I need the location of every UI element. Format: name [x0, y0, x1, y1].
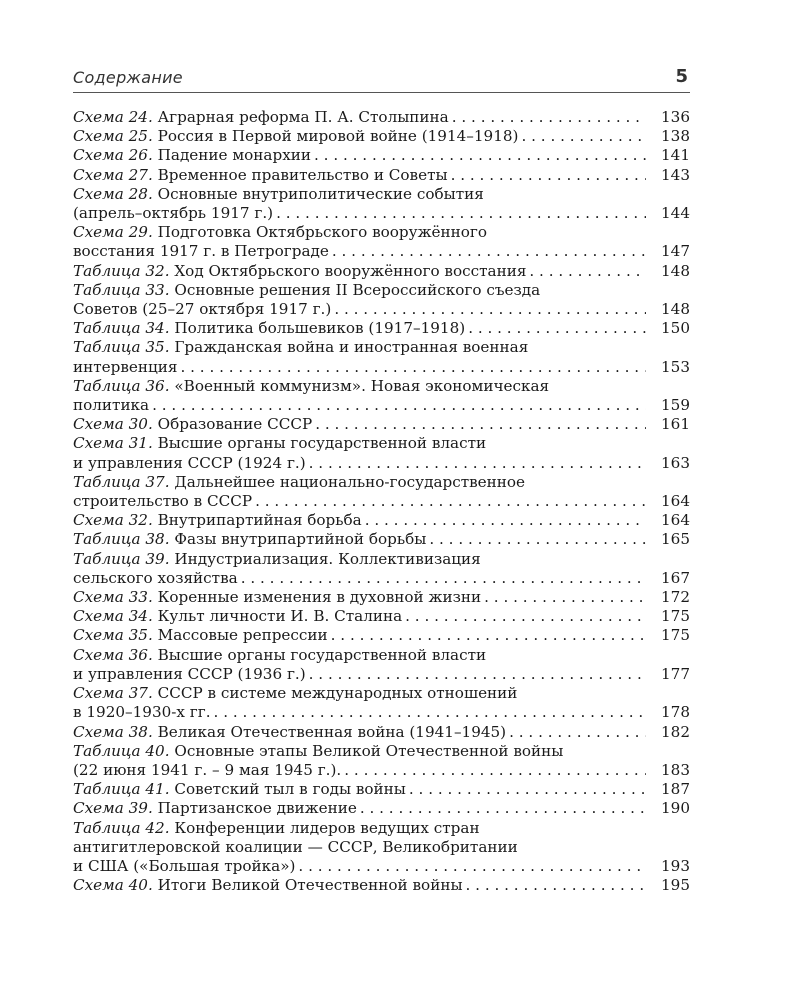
- dot-leader: [252, 492, 646, 511]
- toc-entry-page: 138: [661, 127, 690, 146]
- toc-entry-text: [73, 281, 540, 300]
- toc-entry-body: [73, 876, 646, 895]
- toc-entry-text: [73, 626, 328, 645]
- toc-entry-text: [73, 146, 311, 165]
- toc-entry-text: [73, 454, 306, 473]
- toc-entry-label: Схема 31.: [73, 434, 153, 453]
- toc-entry-title: Советов (25–27 октября 1917 г.): [73, 300, 332, 319]
- toc-entry-line: [73, 665, 646, 684]
- toc-entry-label: Таблица 34.: [73, 319, 170, 338]
- dot-leader: [402, 607, 646, 626]
- toc-entry-page: 148: [661, 261, 690, 280]
- toc-entry-body: [73, 607, 646, 626]
- toc-entry-line: [73, 319, 646, 338]
- toc-entry[interactable]: [73, 281, 690, 319]
- toc-entry-body: [73, 819, 646, 877]
- toc-entry-title: Высшие органы государственной власти: [157, 645, 487, 664]
- toc-entry-label: Схема 30.: [73, 415, 153, 434]
- dot-leader: [362, 511, 646, 530]
- toc-entry-title: и управления СССР (1924 г.): [73, 453, 306, 472]
- toc-entry-text: [73, 338, 528, 357]
- toc-entry-title: Ход Октябрьского вооружённого восстания: [174, 261, 527, 280]
- dot-leader: [526, 262, 646, 281]
- toc-entry[interactable]: [73, 799, 690, 818]
- toc-entry-body: [73, 799, 646, 818]
- toc-entry-line: [73, 819, 646, 838]
- toc-entry-text: [73, 166, 448, 185]
- toc-entry-page: 165: [661, 530, 690, 549]
- toc-entry-page: 161: [661, 415, 690, 434]
- dot-leader: [211, 703, 646, 722]
- dot-leader: [238, 569, 646, 588]
- toc-entry-page: 164: [661, 492, 690, 511]
- dot-leader: [357, 799, 646, 818]
- toc-entry-title: Великая Отечественная война (1941–1945): [157, 722, 507, 741]
- dot-leader: [149, 396, 646, 415]
- toc-entry-body: [73, 223, 646, 261]
- toc-entry-body: [73, 723, 646, 742]
- dot-leader: [306, 454, 646, 473]
- toc-entry-line: [73, 127, 646, 146]
- toc-entry-line: [73, 780, 646, 799]
- dot-leader: [329, 242, 646, 261]
- toc-entry[interactable]: [73, 166, 690, 185]
- toc-entry-body: [73, 646, 646, 684]
- toc-entry-text: [73, 223, 487, 242]
- toc-entry-title: строительство в СССР: [73, 492, 253, 511]
- toc-entry[interactable]: [73, 338, 690, 376]
- toc-entry-text: [73, 588, 481, 607]
- toc-entry-text: [73, 127, 518, 146]
- toc-entry-body: [73, 530, 646, 549]
- toc-entry-line: [73, 569, 646, 588]
- toc-entry-line: [73, 242, 646, 261]
- toc-entry-body: [73, 684, 646, 722]
- toc-entry-text: [73, 434, 486, 453]
- toc-entry-body: [73, 262, 646, 281]
- toc-entry-body: [73, 108, 646, 127]
- toc-entry-line: [73, 703, 646, 722]
- toc-entry-title: Образование СССР: [157, 415, 313, 434]
- toc-entry-line: [73, 607, 646, 626]
- toc-entry-label: Схема 24.: [73, 108, 153, 126]
- dot-leader: [341, 761, 646, 780]
- toc-entry-line: [73, 838, 646, 857]
- toc-entry-body: [73, 127, 646, 146]
- toc-entry-line: [73, 358, 646, 377]
- toc-entry-title: Дальнейшее национально-государственное: [174, 472, 526, 491]
- toc-entry-body: [73, 415, 646, 434]
- toc-entry-title: Итоги Великой Отечественной войны: [157, 876, 463, 895]
- toc-entry-body: [73, 146, 646, 165]
- toc-entry-title: в 1920–1930-х гг.: [73, 703, 211, 722]
- toc-entry-title: (22 июня 1941 г. – 9 мая 1945 г.).: [73, 760, 342, 779]
- toc-entry-label: Схема 25.: [73, 127, 153, 146]
- toc-entry-body: [73, 588, 646, 607]
- toc-entry-line: [73, 761, 646, 780]
- toc-entry-title: Основные решения II Всероссийского съезда: [174, 280, 541, 299]
- toc-entry-text: [73, 358, 178, 377]
- dot-leader: [178, 358, 647, 377]
- toc-entry[interactable]: [73, 319, 690, 338]
- toc-entry[interactable]: [73, 127, 690, 146]
- toc-entry-line: [73, 415, 646, 434]
- toc-entry-line: [73, 454, 646, 473]
- toc-entry-title: «Военный коммунизм». Новая экономическая: [174, 376, 550, 395]
- toc-entry-page: 183: [661, 760, 690, 779]
- toc-entry-text: [73, 838, 518, 857]
- toc-entry-title: сельского хозяйства: [73, 568, 238, 587]
- toc-entry-page: 153: [661, 357, 690, 376]
- toc-entry-text: [73, 780, 406, 799]
- toc-entry-title: Аграрная реформа П. А. Столыпина: [157, 108, 449, 126]
- toc-entry-text: [73, 665, 306, 684]
- toc-entry-title: Гражданская война и иностранная военная: [174, 338, 529, 357]
- toc-entry-page: 159: [661, 396, 690, 415]
- toc-entry-line: [73, 646, 646, 665]
- toc-entry-text: [73, 723, 506, 742]
- toc-entry-label: Схема 33.: [73, 588, 153, 607]
- toc-entry-page: 163: [661, 453, 690, 472]
- toc-entry-line: [73, 857, 646, 876]
- toc-entry-line: [73, 473, 646, 492]
- toc-entry-body: [73, 626, 646, 645]
- toc-entry-line: [73, 550, 646, 569]
- toc-entry-label: Таблица 37.: [73, 472, 170, 491]
- dot-leader: [449, 108, 646, 127]
- toc-entry-body: [73, 742, 646, 780]
- toc-entry-body: [73, 511, 646, 530]
- toc-entry[interactable]: [73, 108, 690, 127]
- toc-entry-text: [73, 530, 426, 549]
- toc-entry-title: Внутрипартийная борьба: [157, 511, 362, 530]
- toc-entry-text: [73, 473, 525, 492]
- toc-entry-title: Индустриализация. Коллективизация: [174, 549, 481, 568]
- toc-entry-page: 175: [661, 607, 690, 626]
- dot-leader: [328, 626, 646, 645]
- toc-entry-line: [73, 204, 646, 223]
- toc-entry-title: Высшие органы государственной власти: [157, 434, 487, 453]
- toc-entry[interactable]: [73, 723, 690, 742]
- toc-entry-title: Конференции лидеров ведущих стран: [174, 818, 480, 837]
- toc-entry-text: [73, 319, 465, 338]
- toc-entry-line: [73, 492, 646, 511]
- toc-entry-title: антигитлеровской коалиции — СССР, Великобритании: [73, 837, 518, 856]
- toc-entry-line: [73, 876, 646, 895]
- dot-leader: [481, 588, 646, 607]
- toc-entry-body: [73, 338, 646, 376]
- toc-entry-title: Культ личности И. В. Сталина: [157, 607, 403, 626]
- toc-entry-text: [73, 703, 211, 722]
- toc-entry-line: [73, 396, 646, 415]
- toc-entry-page: 164: [661, 511, 690, 530]
- toc-entry-body: [73, 550, 646, 588]
- toc-entry-line: [73, 166, 646, 185]
- dot-leader: [406, 780, 646, 799]
- toc-entry-page: 148: [661, 300, 690, 319]
- toc-entry-label: Таблица 40.: [73, 741, 170, 760]
- toc-entry-text: [73, 876, 463, 895]
- toc-entry-title: Советский тыл в годы войны: [174, 780, 406, 799]
- toc-entry-line: [73, 377, 646, 396]
- toc-entry-line: [73, 530, 646, 549]
- toc-entry-page: 144: [661, 204, 690, 223]
- toc-entry-text: [73, 684, 517, 703]
- running-head-title: Содержание: [73, 68, 183, 87]
- toc-entry-page: 150: [661, 319, 690, 338]
- toc-entry[interactable]: [73, 607, 690, 626]
- toc-entry-page: 190: [661, 799, 690, 818]
- toc-entry-text: [73, 415, 312, 434]
- toc-entry-label: Таблица 33.: [73, 280, 170, 299]
- dot-leader: [465, 319, 646, 338]
- toc-entry-text: [73, 511, 362, 530]
- toc-entry-text: [73, 108, 449, 127]
- toc-entry-title: Политика большевиков (1917–1918): [174, 319, 466, 338]
- toc-entry-line: [73, 281, 646, 300]
- toc-entry-text: [73, 607, 402, 626]
- toc-entry-page: 143: [661, 165, 690, 184]
- toc-entry-page: 172: [661, 588, 690, 607]
- toc-entry-line: [73, 742, 646, 761]
- toc-entry-title: Коренные изменения в духовной жизни: [157, 588, 482, 607]
- toc-entry-text: [73, 569, 238, 588]
- toc-entry-line: [73, 626, 646, 645]
- toc-entry-label: Схема 38.: [73, 722, 153, 741]
- toc-entry-body: [73, 377, 646, 415]
- toc-entry[interactable]: [73, 377, 690, 415]
- toc-entry-body: [73, 319, 646, 338]
- toc-entry-title: Партизанское движение: [157, 799, 357, 818]
- toc-entry-line: [73, 262, 646, 281]
- toc-entry-page: 182: [661, 722, 690, 741]
- toc-entry-title: Подготовка Октябрьского вооружённого: [157, 223, 488, 242]
- dot-leader: [295, 857, 646, 876]
- dot-leader: [311, 146, 646, 165]
- toc-entry-label: Схема 36.: [73, 645, 153, 664]
- toc-entry-label: Схема 27.: [73, 165, 153, 184]
- toc-entry-page: 177: [661, 664, 690, 683]
- toc-entry[interactable]: [73, 185, 690, 223]
- toc-entry-label: Схема 34.: [73, 607, 153, 626]
- toc-entry-page: 193: [661, 856, 690, 875]
- toc-entry-label: Таблица 38.: [73, 530, 170, 549]
- toc-entry-title: Россия в Первой мировой войне (1914–1918): [157, 127, 519, 146]
- toc-entry-label: Схема 32.: [73, 511, 153, 530]
- toc-entry-title: Массовые репрессии: [157, 626, 328, 645]
- toc-entry-body: [73, 166, 646, 185]
- toc-entry[interactable]: [73, 780, 690, 799]
- dot-leader: [306, 665, 646, 684]
- toc-entry-line: [73, 799, 646, 818]
- toc-entry-text: [73, 377, 549, 396]
- toc-entry-page: 178: [661, 703, 690, 722]
- toc-entry-label: Таблица 42.: [73, 818, 170, 837]
- toc-entry-line: [73, 338, 646, 357]
- toc-entry-text: [73, 761, 341, 780]
- toc-entry-title: Фазы внутрипартийной борьбы: [174, 530, 427, 549]
- toc-entry[interactable]: [73, 530, 690, 549]
- toc-entry[interactable]: [73, 684, 690, 722]
- toc-entry-page: 136: [661, 108, 690, 126]
- dot-leader: [448, 166, 646, 185]
- toc-entry-body: [73, 281, 646, 319]
- toc-entry-title: Основные этапы Великой Отечественной войны: [174, 741, 564, 760]
- toc-entry[interactable]: [73, 819, 690, 877]
- toc-entry-label: Схема 28.: [73, 184, 153, 203]
- toc-entry[interactable]: [73, 511, 690, 530]
- toc-entry-title: и США («Большая тройка»): [73, 856, 296, 875]
- page-header: [73, 66, 690, 93]
- toc-entry-title: Основные внутриполитические события: [157, 184, 484, 203]
- toc-entry-label: Таблица 32.: [73, 261, 170, 280]
- toc-entry[interactable]: [73, 473, 690, 511]
- toc-entry-text: [73, 742, 563, 761]
- toc-entry-page: 187: [661, 780, 690, 799]
- toc-entry-page: 167: [661, 568, 690, 587]
- toc-entry-label: Схема 26.: [73, 146, 153, 165]
- toc-entry-title: и управления СССР (1936 г.): [73, 664, 306, 683]
- toc-entry-text: [73, 857, 295, 876]
- toc-entry-title: (апрель–октябрь 1917 г.): [73, 204, 274, 223]
- toc-entry-page: 147: [661, 242, 690, 261]
- toc-entry-text: [73, 646, 486, 665]
- dot-leader: [331, 300, 646, 319]
- toc-entry[interactable]: [73, 876, 690, 895]
- toc-entry-label: Таблица 36.: [73, 376, 170, 395]
- toc-entry-text: [73, 204, 273, 223]
- toc-entry-page: 195: [661, 876, 690, 895]
- toc-entry-label: Таблица 39.: [73, 549, 170, 568]
- toc-entry-title: интервенция: [73, 357, 178, 376]
- toc-entry-label: Таблица 35.: [73, 338, 170, 357]
- toc-entry-text: [73, 300, 331, 319]
- toc-entry-text: [73, 799, 357, 818]
- dot-leader: [518, 127, 646, 146]
- toc-entry-line: [73, 723, 646, 742]
- toc-entry-label: Схема 39.: [73, 799, 153, 818]
- toc-entry-line: [73, 511, 646, 530]
- toc-entry[interactable]: [73, 626, 690, 645]
- toc-entry-label: Схема 29.: [73, 223, 153, 242]
- toc-entry-text: [73, 242, 329, 261]
- toc-entry[interactable]: [73, 415, 690, 434]
- toc-entry-page: 141: [661, 146, 690, 165]
- toc-entry-line: [73, 684, 646, 703]
- page-number: 5: [675, 66, 688, 87]
- dot-leader: [506, 723, 646, 742]
- toc-entry-title: восстания 1917 г. в Петрограде: [73, 242, 329, 261]
- toc-entry-title: СССР в системе международных отношений: [157, 684, 518, 703]
- toc-entry-line: [73, 146, 646, 165]
- dot-leader: [463, 876, 646, 895]
- toc-entry-text: [73, 819, 480, 838]
- toc-entry-label: Схема 35.: [73, 626, 153, 645]
- toc-entry-line: [73, 223, 646, 242]
- toc-entry-label: Таблица 41.: [73, 780, 170, 799]
- toc-entry-text: [73, 492, 252, 511]
- toc-entry-text: [73, 185, 484, 204]
- toc-entry-line: [73, 108, 646, 127]
- toc-entry[interactable]: [73, 588, 690, 607]
- toc-entry-line: [73, 300, 646, 319]
- toc-entry-title: Падение монархии: [157, 146, 312, 165]
- toc-entry[interactable]: [73, 646, 690, 684]
- toc-entry-text: [73, 550, 481, 569]
- toc-entry-body: [73, 780, 646, 799]
- toc-entry-body: [73, 185, 646, 223]
- toc-entry-page: 175: [661, 626, 690, 645]
- toc-entry-text: [73, 396, 149, 415]
- toc-entry-line: [73, 434, 646, 453]
- toc-entry-title: Временное правительство и Советы: [157, 165, 448, 184]
- dot-leader: [273, 204, 646, 223]
- toc-entry-line: [73, 185, 646, 204]
- toc-entry[interactable]: [73, 223, 690, 261]
- toc-entry-body: [73, 434, 646, 472]
- toc-entry-text: [73, 262, 526, 281]
- toc-entry[interactable]: [73, 262, 690, 281]
- toc-entry-title: политика: [73, 396, 150, 415]
- toc-entry[interactable]: [73, 742, 690, 780]
- toc-entry[interactable]: [73, 550, 690, 588]
- toc-entry-body: [73, 473, 646, 511]
- toc-entry-label: Схема 40.: [73, 876, 153, 895]
- dot-leader: [312, 415, 646, 434]
- toc-entry-label: Схема 37.: [73, 684, 153, 703]
- dot-leader: [426, 530, 646, 549]
- table-of-contents: [73, 108, 690, 895]
- toc-entry-line: [73, 588, 646, 607]
- toc-entry[interactable]: [73, 146, 690, 165]
- toc-entry[interactable]: [73, 434, 690, 472]
